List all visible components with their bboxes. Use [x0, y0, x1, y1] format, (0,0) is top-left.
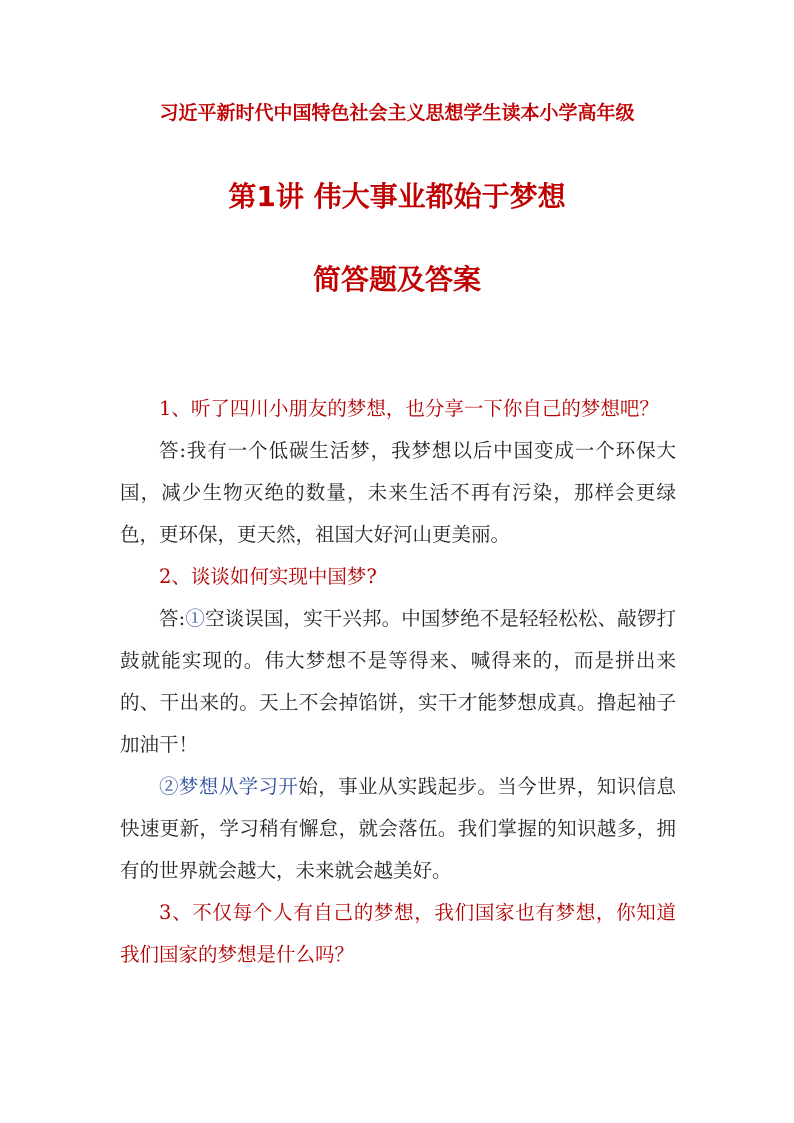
answer-1: 答:我有一个低碳生活梦，我梦想以后中国变成一个环保大国，减少生物灭绝的数量，未来生活不再有污染，那样会更绿色，更环保，更天然，祖国大好河山更美丽。 [120, 439, 676, 546]
document-body [120, 388, 676, 976]
answer-prefix: 答: [159, 607, 186, 630]
answer-2-text-2: 始，事业从实践起步。当今世界，知识信息快速更新，学习稍有懈怠，就会落伍。我们掌握的知识越多，拥有的世界就会越大，未来就会越美好。 [120, 775, 676, 882]
question-3: 3、不仅每个人有自己的梦想，我们国家也有梦想，你知道我们国家的梦想是什么吗？ [120, 901, 676, 966]
document-header: 习近平新时代中国特色社会主义思想学生读本小学高年级 [159, 102, 635, 124]
section-subtitle: 简答题及答案 [312, 263, 481, 296]
question-1: 1、听了四川小朋友的梦想，也分享一下你自己的梦想吧？ [159, 397, 659, 420]
answer-2-part-1 [120, 598, 676, 766]
answer-marker-1: ① [185, 607, 205, 630]
question-2: 2、谈谈如何实现中国梦? [159, 565, 377, 588]
lesson-title: 第1讲 伟大事业都始于梦想 [228, 180, 566, 213]
answer-2-part-2 [120, 766, 676, 892]
answer-2-text-1: 空谈误国，实干兴邦。中国梦绝不是轻轻松松、敲锣打鼓就能实现的。伟大梦想不是等得来、喊得来的，而是拼出来的、干出来的。天上不会掉馅饼，实干才能梦想成真。撸起袖子加油干！ [120, 607, 676, 756]
answer-marker-2: ②梦想从学习开 [159, 775, 299, 798]
